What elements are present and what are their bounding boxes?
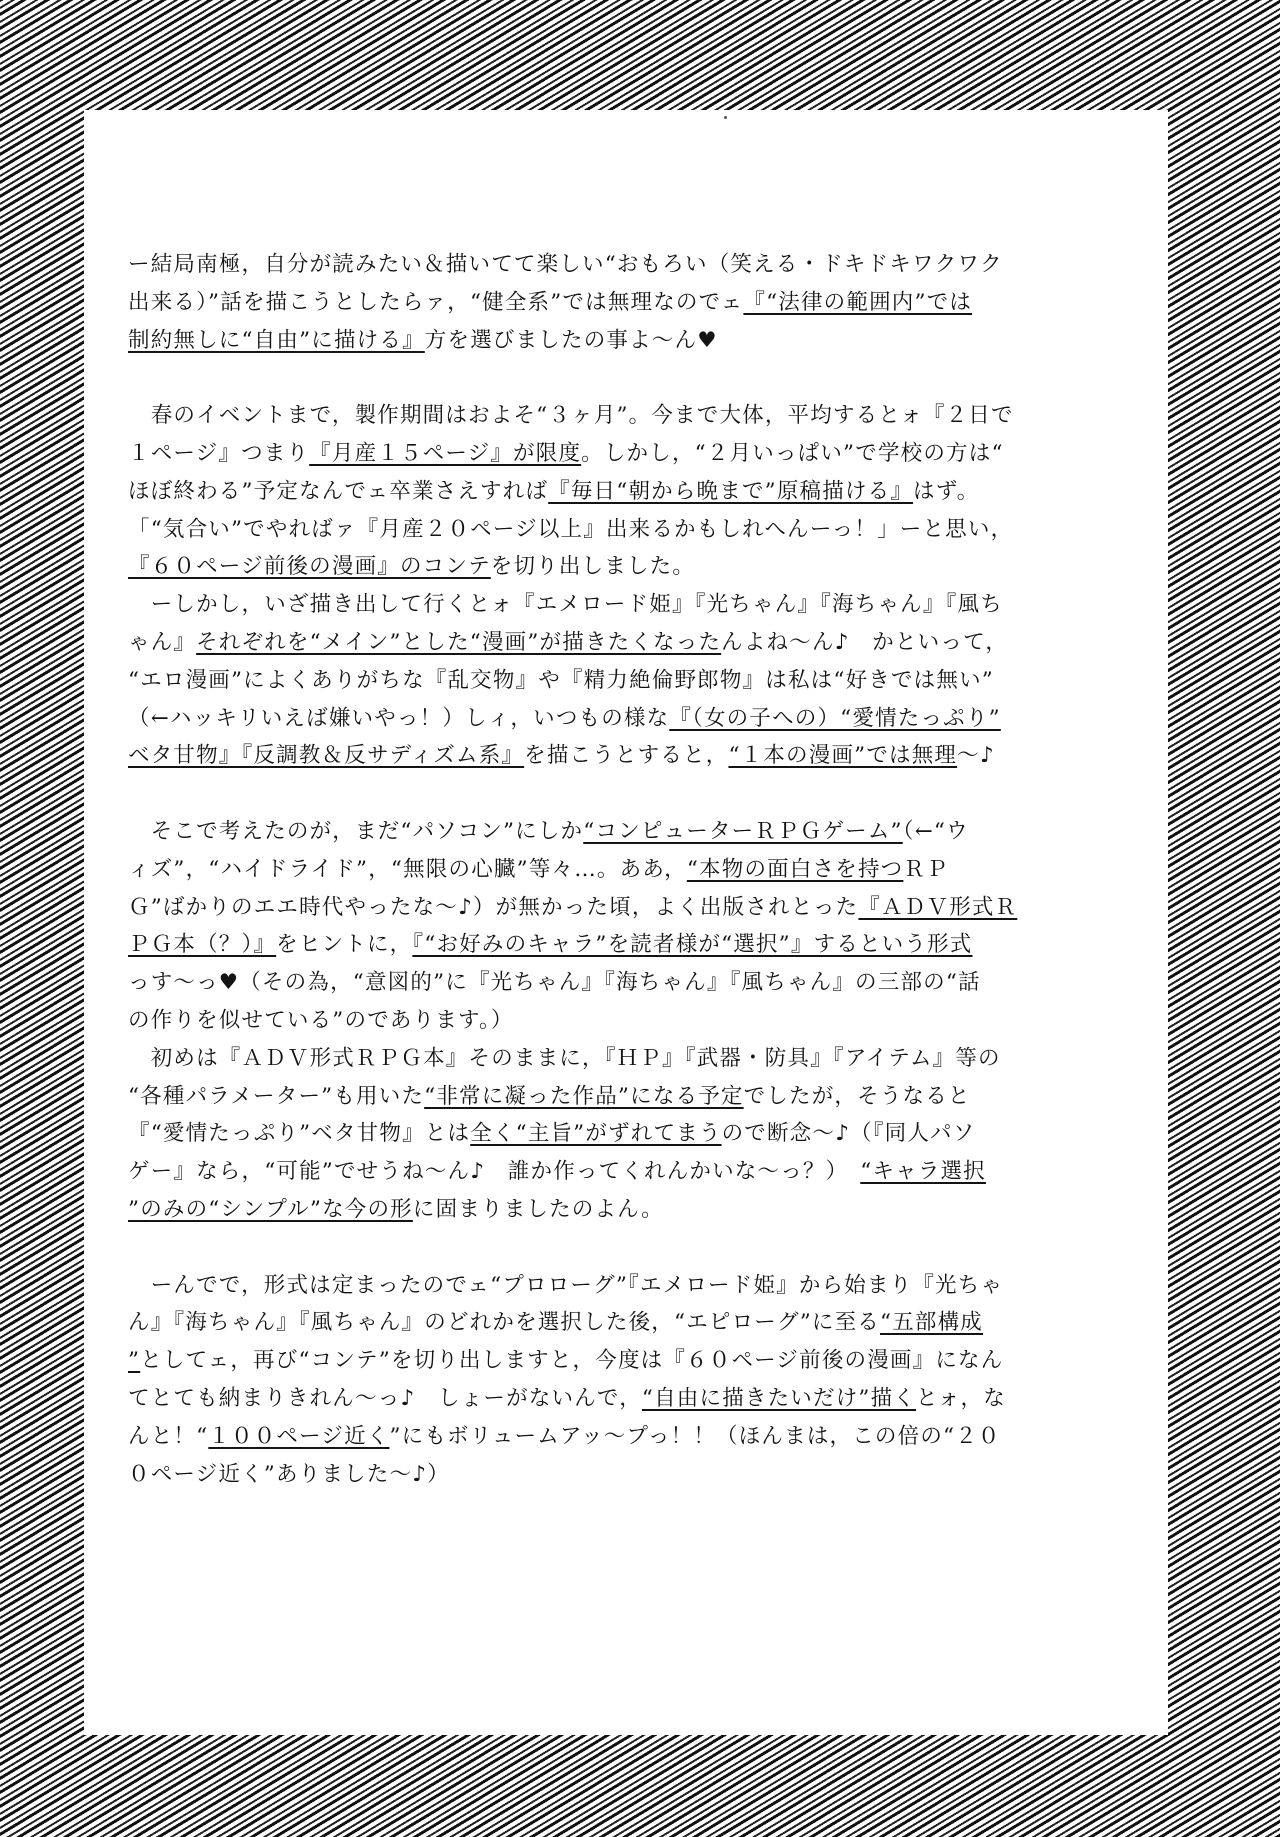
- text-line: [128, 1456, 1138, 1494]
- text-line: [128, 737, 1138, 775]
- text-line: [128, 889, 1138, 927]
- underlined-text: 『“お好みのキャラ”を読者様が“選択”』するという形式: [412, 932, 973, 958]
- underlined-text: １００ページ近く: [208, 1423, 390, 1449]
- text-line: [128, 1418, 1138, 1456]
- underlined-text: “コンピューターＲＰＧゲーム”: [583, 818, 903, 844]
- text-line: [128, 662, 1138, 700]
- text-line: [128, 473, 1138, 511]
- underlined-text: それぞれを“メイン”とした“漫画”が描きたくなった: [196, 629, 722, 655]
- text-line: [128, 1153, 1138, 1191]
- underlined-text: 全く“主旨”がずれてまう: [470, 1121, 722, 1147]
- text-segment: とォ，な: [916, 1385, 1006, 1411]
- text-line: [128, 435, 1138, 473]
- paragraph-gap: [128, 775, 1138, 813]
- text-segment: てとても納まりきれん～っ♪ しょーがないんで，: [128, 1385, 642, 1411]
- text-segment: 『“愛情たっぷり”ベタ甘物』とは: [128, 1121, 471, 1147]
- text-segment: っす～っ♥（その為，“意図的”に『光ちゃん』『海ちゃん』『風ちゃん』の三部の“話: [128, 970, 981, 996]
- underlined-text: 『“法律の範囲内”では: [743, 289, 973, 315]
- text-segment: 。しかし，“２月いっぱい”で学校の方は“: [581, 440, 1004, 466]
- underlined-text: “五部構成: [880, 1310, 983, 1336]
- text-segment: ゃん』: [128, 629, 197, 655]
- text-segment: んよね～ん♪ かといって，: [721, 629, 1009, 655]
- text-segment: 初めは『ＡＤＶ形式ＲＰＧ本』そのままに，『ＨＰ』『武器・防具』『アイテム』等の: [128, 1045, 1001, 1071]
- underlined-text: “自由に描きたいだけ”描く: [641, 1385, 916, 1411]
- text-segment: ー結局南極，自分が読みたい＆描いてて楽しい“おもろい（笑える・ドキドキワクワク: [128, 252, 1003, 277]
- text-segment: 出来る）”話を描こうとしたらァ，“健全系”では無理なのでェ: [128, 289, 744, 315]
- underlined-text: “非常に凝った作品”になる予定: [424, 1083, 744, 1109]
- text-line: [128, 1040, 1138, 1078]
- text-line: [128, 511, 1138, 549]
- underlined-text: 『月産１５ページ』が限度: [309, 440, 582, 466]
- text-segment: ん』『海ちゃん』『風ちゃん』のどれかを選択した後，“エピローグ”に至る: [128, 1310, 880, 1336]
- text-line: [128, 813, 1138, 851]
- text-line: [128, 624, 1138, 662]
- text-line: [128, 1002, 1138, 1040]
- text-line: [128, 1115, 1138, 1153]
- text-line: [128, 1304, 1138, 1342]
- text-segment: ほぼ終わる”予定なんでェ卒業さえすれば: [128, 478, 549, 504]
- text-line: [128, 1342, 1138, 1380]
- text-segment: １ページ』つまり: [128, 440, 310, 466]
- text-line: [128, 246, 1138, 284]
- underlined-text: 『６０ページ前後の漫画』のコンテ: [128, 554, 491, 580]
- text-line: [128, 964, 1138, 1002]
- underlined-text: ベタ甘物』『反調教＆反サディズム系』: [128, 743, 525, 769]
- text-line: [128, 700, 1138, 738]
- text-line: [128, 284, 1138, 322]
- text-line: [128, 926, 1138, 964]
- text-line: [128, 586, 1138, 624]
- underlined-text: ＰＧ本（？）』: [128, 932, 277, 958]
- text-segment: ィズ”，“ハイドライド”，“無限の心臓”等々…。ああ，: [128, 856, 687, 882]
- text-segment: の作りを似せている”のであります。）: [128, 1007, 514, 1033]
- text-segment: ”にもボリュームアッ～プっ！！（ほんまは，この倍の“２０: [389, 1423, 1001, 1449]
- text-segment: に固まりましたのよん。: [412, 1196, 664, 1222]
- text-segment: （←ハッキリいえば嫌いやっ！）しィ，いつもの様な: [128, 705, 670, 731]
- underlined-text: ”: [128, 1348, 141, 1374]
- text-segment: ゲー』なら，“可能”でせうね～ん♪ 誰か作ってくれんかいな～っ？）: [128, 1159, 861, 1185]
- text-segment: 「“気合い”でやればァ『月産２０ページ以上』出来るかもしれへんーっ！」ーと思い，: [128, 516, 1014, 542]
- text-line: [128, 322, 1138, 360]
- text-line: [128, 851, 1138, 889]
- text-body: [128, 246, 1138, 1493]
- underlined-text: 制約無しに“自由”に描ける』: [128, 327, 425, 353]
- underlined-text: 『ＡＤＶ形式Ｒ: [858, 894, 1018, 920]
- text-segment: ＲＰ: [903, 856, 949, 882]
- text-segment: ーしかし，いざ描き出して行くとォ『エメロード姫』『光ちゃん』『海ちゃん』『風ち: [128, 592, 1003, 618]
- text-segment: でしたが，そうなると: [743, 1083, 971, 1109]
- underlined-text: “本物の面白さを持つ: [686, 856, 904, 882]
- text-segment: ～♪: [957, 743, 995, 769]
- text-segment: 春のイベントまで，製作期間はおよそ“３ヶ月”。今まで大体，平均するとォ『２日で: [128, 403, 1014, 429]
- underlined-text: “キャラ選択: [860, 1159, 986, 1185]
- text-segment: ので断念～♪（『同人パソ: [721, 1121, 976, 1147]
- page-panel: [84, 110, 1168, 1735]
- text-segment: を描こうとすると，: [524, 743, 729, 769]
- underlined-text: ”のみの“シンプル”な今の形: [128, 1196, 413, 1222]
- paragraph-gap: [128, 1229, 1138, 1267]
- underlined-text: “１本の漫画”では無理: [728, 743, 958, 769]
- text-segment: Ｇ”ばかりのエエ時代やったな～♪）が無かった頃，よく出版されとった: [128, 894, 859, 920]
- paragraph-gap: [128, 359, 1138, 397]
- text-segment: としてェ，再び“コンテ”を切り出しますと，今度は『６０ページ前後の漫画』になん: [140, 1348, 1004, 1374]
- underlined-text: 『（女の子への）“愛情たっぷり”: [669, 705, 1001, 731]
- text-segment: 方を選びましたの事よ～ん♥: [424, 327, 718, 353]
- text-line: [128, 1191, 1138, 1229]
- text-segment: （←“ウ: [902, 818, 969, 844]
- text-segment: んと！“: [128, 1423, 209, 1449]
- text-line: [128, 1267, 1138, 1305]
- text-segment: をヒントに，: [276, 932, 413, 958]
- stray-dot: [724, 116, 727, 119]
- text-line: [128, 1380, 1138, 1418]
- text-segment: を切り出しました。: [490, 554, 696, 580]
- text-line: [128, 397, 1138, 435]
- text-segment: “エロ漫画”によくありがちな『乱交物』や『精力絶倫野郎物』は私は“好きでは無い”: [128, 667, 994, 693]
- text-line: [128, 1078, 1138, 1116]
- text-segment: ０ページ近く”ありました～♪）: [128, 1461, 450, 1487]
- text-segment: はず。: [913, 478, 980, 504]
- text-segment: “各種パラメーター”も用いた: [128, 1083, 425, 1109]
- text-line: [128, 548, 1138, 586]
- text-segment: そこで考えたのが，まだ“パソコン”にしか: [128, 818, 584, 844]
- underlined-text: 『毎日“朝から晩まで”原稿描ける』: [548, 478, 914, 504]
- text-segment: ーんでで，形式は定まったのでェ“プロローグ”『エメロード姫』から始まり『光ちゃ: [128, 1272, 1004, 1298]
